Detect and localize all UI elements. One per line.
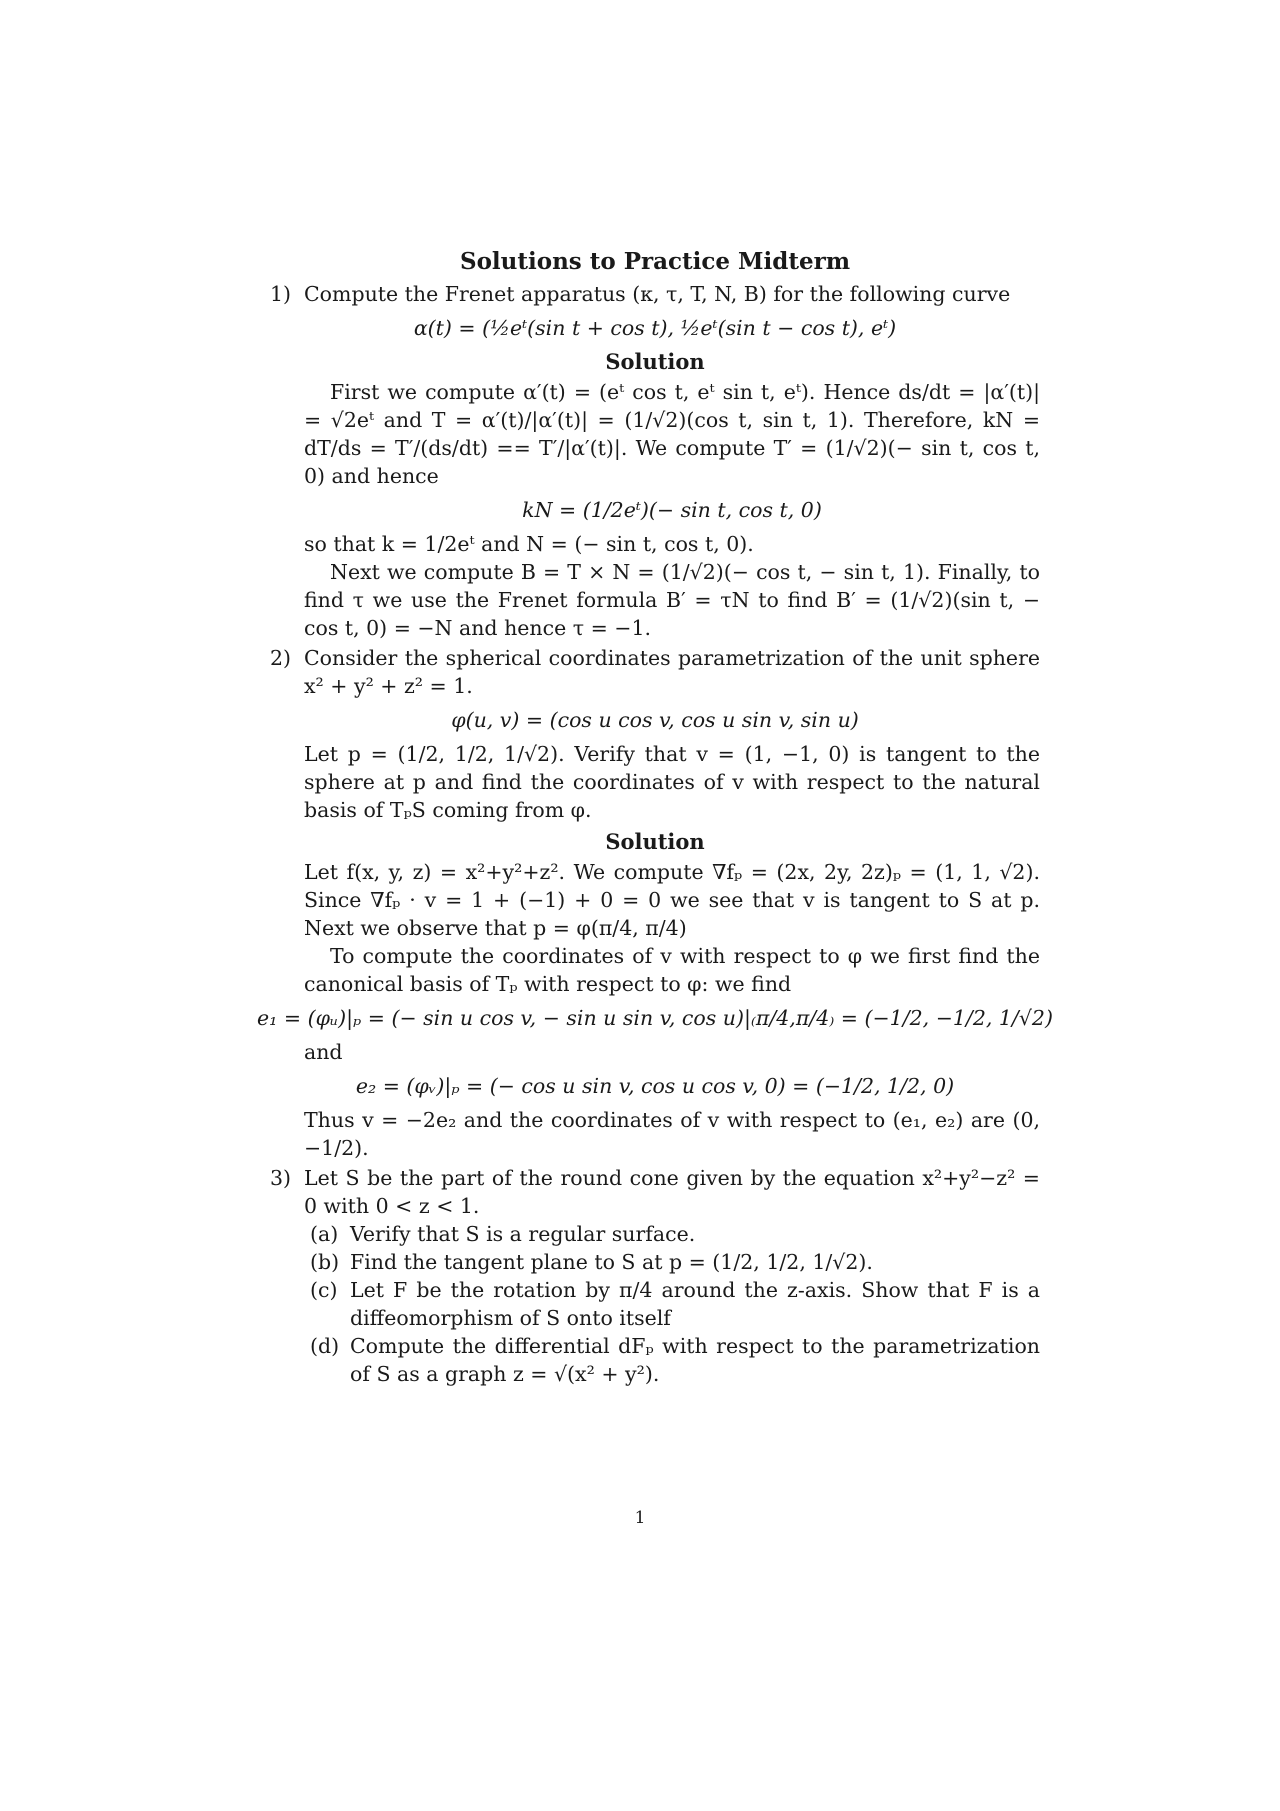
question-1 bbox=[270, 280, 1040, 308]
question-number: 3) bbox=[270, 1166, 292, 1190]
subpart-text: Verify that S is a regular surface. bbox=[350, 1222, 696, 1246]
question-number: 2) bbox=[270, 646, 292, 670]
display-equation: α(t) = (½eᵗ(sin t + cos t), ½eᵗ(sin t − cos t), eᵗ) bbox=[413, 316, 897, 340]
page-number: 1 bbox=[634, 1508, 646, 1528]
question-number: 1) bbox=[270, 282, 292, 306]
solution-paragraph: First we compute α′(t) = (eᵗ cos t, eᵗ sin t, eᵗ). Hence ds/dt = |α′(t)| = √2eᵗ and T = α′(t)/|α′(t)| = (1/√2)(cos t, sin t, 1). Therefore, kN = dT/ds = T′/(ds/dt) == T′/|α′(t)|. We compute T′ = (1/√2)(− sin t, cos t, 0) and hence bbox=[304, 380, 1040, 488]
solution-heading: Solution bbox=[605, 349, 705, 374]
question-2 bbox=[270, 644, 1040, 700]
solution-paragraph: Next we compute B = T × N = (1/√2)(− cos t, − sin t, 1). Finally, to find τ we use the Frenet formula B′ = τN to find B′ = (1/√2)(sin t, − cos t, 0) = −N and hence τ = −1. bbox=[304, 560, 1040, 640]
subpart-c bbox=[304, 1276, 1040, 1332]
question-prompt: Let p = (1/2, 1/2, 1/√2). Verify that v = (1, −1, 0) is tangent to the sphere at p and find the coordinates of v with respect to the natural basis of TₚS coming from φ. bbox=[304, 742, 1040, 822]
display-equation: e₁ = (φᵤ)|ₚ = (− sin u cos v, − sin u sin v, cos u)|₍π/4,π/4₎ = (−1/2, −1/2, 1/√2) bbox=[257, 1006, 1053, 1030]
subpart-text: Find the tangent plane to S at p = (1/2, 1/2, 1/√2). bbox=[350, 1250, 873, 1274]
solution-paragraph: Thus v = −2e₂ and the coordinates of v with respect to (e₁, e₂) are (0, −1/2). bbox=[304, 1108, 1040, 1160]
subpart-label: (a) bbox=[310, 1222, 339, 1246]
question-prompt: Consider the spherical coordinates parametrization of the unit sphere x² + y² + z² = 1. bbox=[304, 646, 1040, 698]
subpart-a bbox=[304, 1220, 1040, 1248]
display-equation: φ(u, v) = (cos u cos v, cos u sin v, sin u) bbox=[451, 708, 859, 732]
display-equation: e₂ = (φᵥ)|ₚ = (− cos u sin v, cos u cos v, 0) = (−1/2, 1/2, 0) bbox=[355, 1074, 955, 1098]
subpart-text: Let F be the rotation by π/4 around the z-axis. Show that F is a diffeomorphism of S onto itself bbox=[350, 1278, 1040, 1330]
question-prompt: Let S be the part of the round cone given by the equation x²+y²−z² = 0 with 0 < z < 1. bbox=[304, 1166, 1040, 1218]
subpart-label: (d) bbox=[310, 1334, 340, 1358]
solution-paragraph: Let f(x, y, z) = x²+y²+z². We compute ∇fₚ = (2x, 2y, 2z)ₚ = (1, 1, √2). Since ∇fₚ · v = 1 + (−1) + 0 = 0 we see that v is tangent to S at p. Next we observe that p = φ(π/4, π/4) bbox=[304, 860, 1040, 940]
document-body bbox=[257, 248, 1053, 1388]
subpart-text: Compute the differential dFₚ with respect to the parametrization of S as a graph z = √(x² + y²). bbox=[350, 1334, 1040, 1386]
subpart-b bbox=[304, 1248, 1040, 1276]
solution-paragraph: so that k = 1/2eᵗ and N = (− sin t, cos t, 0). bbox=[304, 532, 754, 556]
display-equation: kN = (1/2eᵗ)(− sin t, cos t, 0) bbox=[522, 498, 822, 522]
connector-word: and bbox=[304, 1040, 343, 1064]
page-title: Solutions to Practice Midterm bbox=[459, 248, 851, 275]
solution-heading: Solution bbox=[605, 829, 705, 854]
solution-paragraph: To compute the coordinates of v with respect to φ we first find the canonical basis of Tₚ with respect to φ: we find bbox=[304, 944, 1040, 996]
subpart-d bbox=[304, 1332, 1040, 1388]
subpart-label: (c) bbox=[310, 1278, 338, 1302]
question-prompt: Compute the Frenet apparatus (κ, τ, T, N, B) for the following curve bbox=[304, 282, 1011, 306]
subpart-label: (b) bbox=[310, 1250, 340, 1274]
question-3 bbox=[270, 1164, 1040, 1220]
